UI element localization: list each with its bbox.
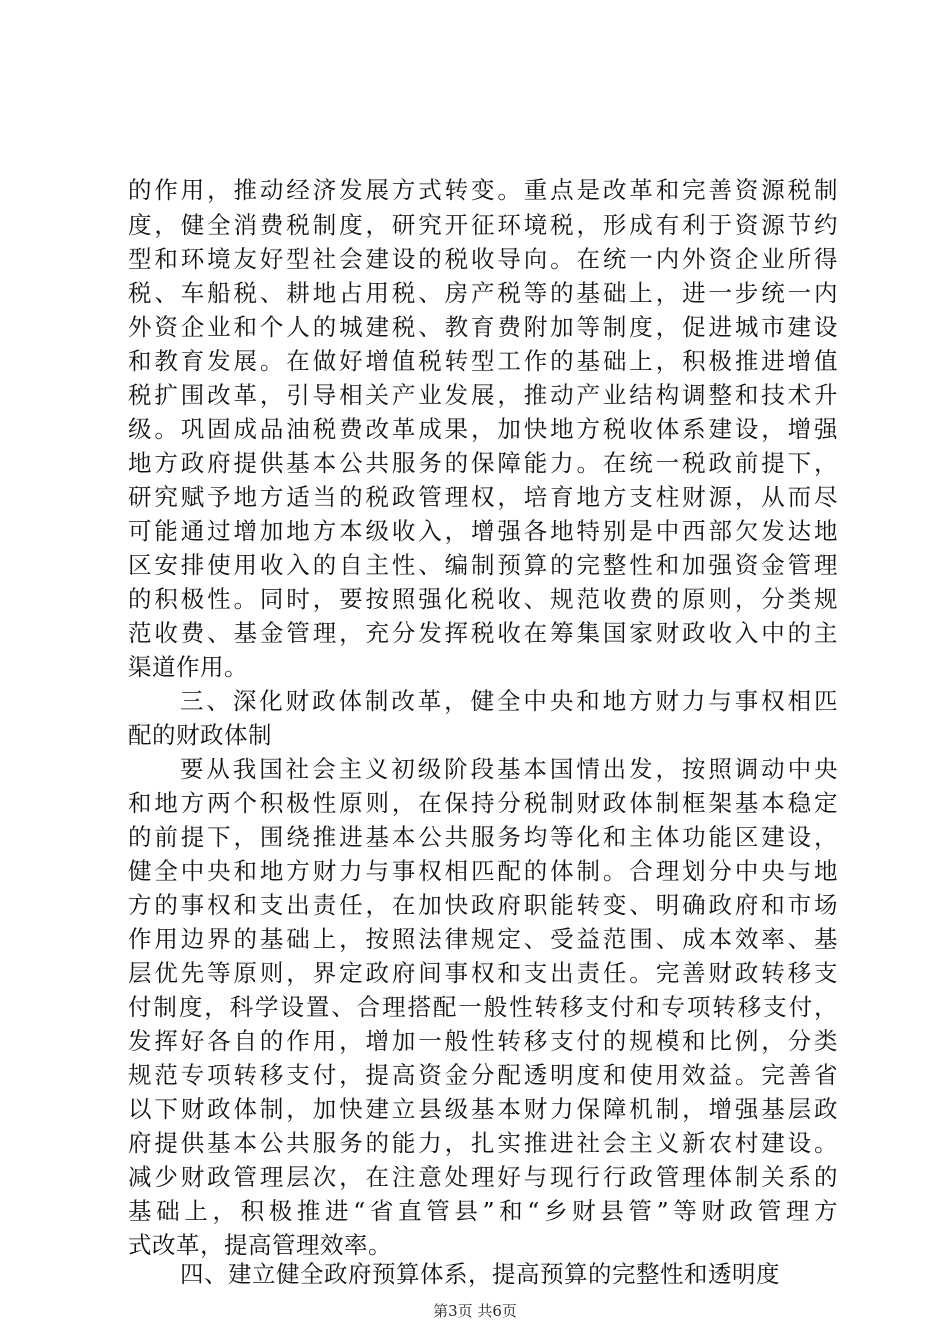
paragraph-line: 方的事权和支出责任，在加快政府职能转变、明确政府和市场 [128, 891, 838, 919]
paragraph-line: 级。巩固成品油税费改革成果，加快地方税收体系建设，增强 [128, 415, 838, 443]
paragraph-line: 研究赋予地方适当的税政管理权，培育地方支柱财源，从而尽 [128, 483, 838, 511]
paragraph-line: 式改革，提高管理效率。 [128, 1231, 392, 1259]
paragraph-line: 和地方两个积极性原则，在保持分税制财政体制框架基本稳定 [128, 789, 838, 817]
paragraph-line: 和教育发展。在做好增值税转型工作的基础上，积极推进增值 [128, 347, 838, 375]
paragraph-line: 范收费、基金管理，充分发挥税收在筹集国家财政收入中的主 [128, 619, 838, 647]
paragraph-line: 税扩围改革，引导相关产业发展，推动产业结构调整和技术升 [128, 381, 838, 409]
paragraph-line: 型和环境友好型社会建设的税收导向。在统一内外资企业所得 [128, 245, 838, 273]
paragraph-line: 度，健全消费税制度，研究开征环境税，形成有利于资源节约 [128, 211, 838, 239]
paragraph-line: 税、车船税、耕地占用税、房产税等的基础上，进一步统一内 [128, 279, 838, 307]
paragraph-line: 健全中央和地方财力与事权相匹配的体制。合理划分中央与地 [128, 857, 838, 885]
paragraph-line: 区安排使用收入的自主性、编制预算的完整性和加强资金管理 [128, 551, 838, 579]
paragraph-line: 地方政府提供基本公共服务的保障能力。在统一税政前提下， [128, 449, 838, 477]
paragraph-line: 要从我国社会主义初级阶段基本国情出发，按照调动中央 [180, 755, 838, 783]
page-number: 第3页 共6页 [433, 1302, 517, 1320]
paragraph-line: 发挥好各自的作用，增加一般性转移支付的规模和比例，分类 [128, 1027, 838, 1055]
paragraph-line: 作用边界的基础上，按照法律规定、受益范围、成本效率、基 [128, 925, 838, 953]
paragraph-line: 减少财政管理层次，在注意处理好与现行行政管理体制关系的 [128, 1163, 838, 1191]
section-heading-4: 四、建立健全政府预算体系，提高预算的完整性和透明度 [180, 1260, 780, 1288]
paragraph-line: 府提供基本公共服务的能力，扎实推进社会主义新农村建设。 [128, 1129, 838, 1157]
section-heading-3-cont: 配的财政体制 [128, 721, 272, 749]
paragraph-line: 付制度，科学设置、合理搭配一般性转移支付和专项转移支付， [128, 993, 838, 1021]
paragraph-line: 渠道作用。 [128, 653, 248, 681]
paragraph-line: 以下财政体制，加快建立县级基本财力保障机制，增强基层政 [128, 1095, 838, 1123]
paragraph-line: 层优先等原则，界定政府间事权和支出责任。完善财政转移支 [128, 959, 838, 987]
paragraph-line: 的作用，推动经济发展方式转变。重点是改革和完善资源税制 [128, 176, 838, 204]
paragraph-line: 外资企业和个人的城建税、教育费附加等制度，促进城市建设 [128, 313, 838, 341]
paragraph-line: 规范专项转移支付，提高资金分配透明度和使用效益。完善省 [128, 1061, 838, 1089]
paragraph-line: 的积极性。同时，要按照强化税收、规范收费的原则，分类规 [128, 585, 838, 613]
paragraph-line: 基础上，积极推进“省直管县”和“乡财县管”等财政管理方 [128, 1197, 838, 1225]
section-heading-3: 三、深化财政体制改革，健全中央和地方财力与事权相匹 [180, 687, 838, 715]
paragraph-line: 的前提下，围绕推进基本公共服务均等化和主体功能区建设， [128, 823, 838, 851]
paragraph-line: 可能通过增加地方本级收入，增强各地特别是中西部欠发达地 [128, 517, 838, 545]
